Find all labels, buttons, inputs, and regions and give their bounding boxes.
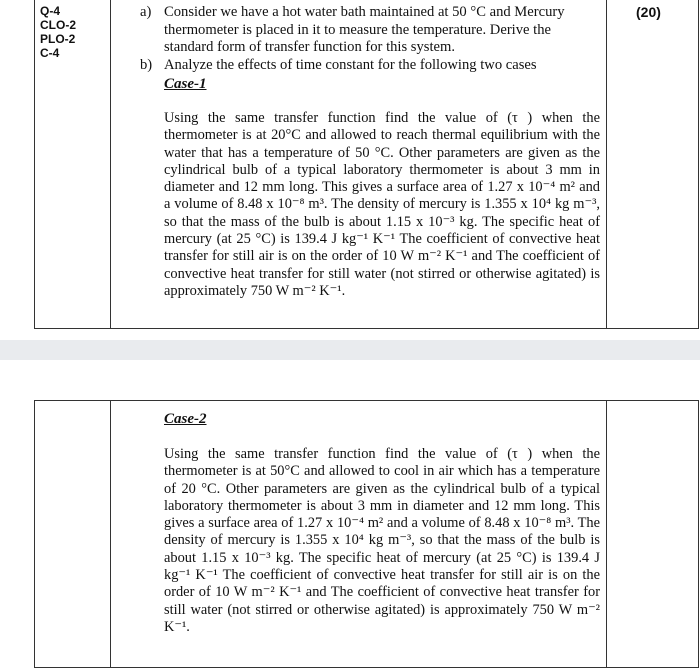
question-codes: [40, 4, 76, 60]
c-level-code: C-4: [40, 46, 60, 60]
column-divider-right-top: [606, 0, 607, 329]
part-b-label: b): [140, 57, 153, 73]
column-divider-right-bottom: [606, 400, 607, 668]
case-2-title: Case-2: [164, 411, 207, 427]
column-divider-left-top: [110, 0, 111, 329]
part-a-label: a): [140, 4, 152, 20]
part-b-text: Analyze the effects of time constant for the following two cases: [164, 57, 537, 73]
case-2-text: Using the same transfer function find the value of (τ ) when the thermometer is at 50°C and allowed to cool in air which has a temperature of 20 °C. Other parameters are given as the cylindrical bulb of a typical laboratory thermometer is about 3 mm in diameter and 12 mm long. This gives a surface area of 1.27 x 10⁻⁴ m² and a volume of 8.48 x 10⁻⁸ m³. The density of mercury is 1.355 x 10⁴ kg m⁻³, so that the mass of the bulb is about 1.15 x 10⁻³ kg. The specific heat of mercury (at 25 °C) is 139.4 J kg⁻¹ K⁻¹ The coefficient of convective heat transfer for still air is on the order of 10 W m⁻² K⁻¹ and The coefficient of convective heat transfer for still water (not stirred or otherwise agitated) is approximately 750 W m⁻² K⁻¹.: [164, 446, 600, 635]
page-break-gap: [0, 340, 700, 360]
part-a-text: Consider we have a hot water bath maintained at 50 °C and Mercury thermometer is placed in it to measure the temperature. Derive the standard form of transfer function for this system.: [164, 4, 565, 56]
case-1-text: Using the same transfer function find the value of (τ ) when the thermometer is at 20°C and allowed to reach thermal equilibrium with the water that has a temperature of 50 °C. Other parameters are given as the cylindrical bulb of a typical laboratory thermometer is about 3 mm in diameter and 12 mm long. This gives a surface area of 1.27 x 10⁻⁴ m² and a volume of 8.48 x 10⁻⁸ m³. The density of mercury is 1.355 x 10⁴ kg m⁻³, so that the mass of the bulb is about 1.15 x 10⁻³ kg. The specific heat of mercury (at 25 °C) is 139.4 J kg⁻¹ K⁻¹ The coefficient of convective heat transfer for still air is on the order of 10 W m⁻² K⁻¹ and The coefficient of convective heat transfer for still water (not stirred or otherwise agitated) is approximately 750 W m⁻² K⁻¹.: [164, 110, 600, 299]
question-number: Q-4: [40, 4, 61, 18]
column-divider-left-bottom: [110, 400, 111, 668]
plo-code: PLO-2: [40, 32, 76, 46]
case-1-title: Case-1: [164, 76, 207, 92]
question-marks: (20): [636, 4, 661, 20]
clo-code: CLO-2: [40, 18, 76, 32]
